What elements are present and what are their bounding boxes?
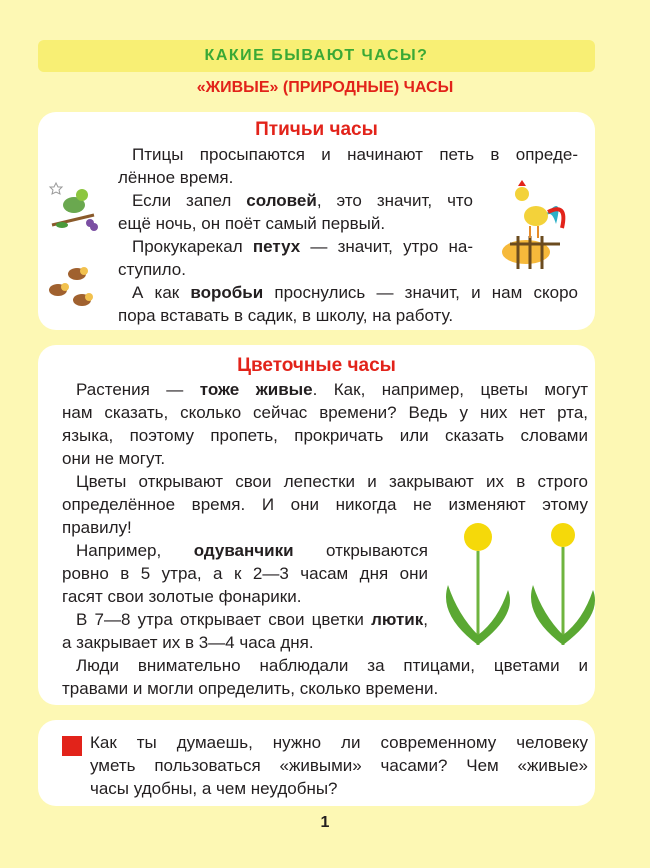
- text-segment: лённое время.: [118, 168, 234, 187]
- text-line: [62, 677, 588, 700]
- text-segment: ровно в 5 утра, а к 2—3 часам дня они: [62, 564, 428, 583]
- flower-clock-box: [38, 345, 595, 705]
- text-segment: правилу!: [62, 518, 132, 537]
- text-segment: Например,: [76, 541, 194, 560]
- text-segment: . Как, например, цветы могут: [312, 380, 588, 399]
- birds-clock-box: [38, 112, 595, 330]
- text-segment: языка, поэтому пропеть, прокричать или сказать словами: [62, 426, 588, 445]
- text-line: [62, 424, 588, 447]
- text-segment: определённое время. И они никогда не изменяют этому: [62, 495, 588, 514]
- bold-term: петух: [252, 237, 301, 256]
- text-segment: Если запел: [132, 191, 247, 210]
- text-line: [90, 777, 588, 800]
- text-segment: В 7—8 утра открывает свои цветки: [76, 610, 372, 629]
- text-segment: гасят свои золотые фонарики.: [62, 587, 302, 606]
- text-segment: ещё ночь, он поёт самый первый.: [118, 214, 386, 233]
- text-segment: , это значит, что: [316, 191, 473, 210]
- sparrows-illustration: [42, 262, 102, 312]
- text-segment: травами и могли определить, сколько времени.: [62, 679, 439, 698]
- text-segment: нам сказать, сколько сейчас времени? Ведь у них нет рта,: [62, 403, 588, 422]
- text-segment: а закрывает их в 3—4 часа дня.: [62, 633, 314, 652]
- text-segment: А как: [132, 283, 191, 302]
- text-segment: открываются: [293, 541, 428, 560]
- text-line: [132, 189, 473, 212]
- bold-term: воробьи: [190, 283, 264, 302]
- text-line: [76, 378, 588, 401]
- chapter-header: [38, 40, 595, 72]
- text-segment: проснулись — значит, и нам скоро: [263, 283, 578, 302]
- text-line: [76, 608, 428, 631]
- text-line: [132, 143, 578, 166]
- text-segment: Цветы открывают свои лепестки и закрывают их в строго: [76, 472, 588, 491]
- text-segment: часы удобны, а чем неудобны?: [90, 779, 338, 798]
- flower-clock-title: Цветочные часы: [237, 355, 396, 376]
- text-line: [62, 585, 428, 608]
- page-number: 1: [320, 814, 330, 831]
- text-line: [132, 235, 473, 258]
- text-line: [118, 212, 473, 235]
- text-segment: Растения —: [76, 380, 200, 399]
- text-segment: — значит, утро на-: [300, 237, 473, 256]
- chapter-title: КАКИЕ БЫВАЮТ ЧАСЫ?: [204, 47, 429, 64]
- birds-clock-title: Птичьи часы: [255, 119, 378, 140]
- text-line: [132, 281, 578, 304]
- text-segment: Прокукарекал: [132, 237, 253, 256]
- text-line: [118, 304, 578, 327]
- dandelions-illustration: [438, 515, 598, 655]
- text-line: [76, 654, 588, 677]
- text-segment: Как ты думаешь, нужно ли современному человеку: [90, 733, 588, 752]
- text-line: [90, 731, 588, 754]
- bold-term: тоже живые: [199, 380, 313, 399]
- text-line: [76, 539, 428, 562]
- text-line: [62, 401, 588, 424]
- text-segment: Люди внимательно наблюдали за птицами, цветами и: [76, 656, 588, 675]
- text-segment: ,: [423, 610, 428, 629]
- text-line: [90, 754, 588, 777]
- text-line: [62, 631, 428, 654]
- bold-term: соловей: [246, 191, 317, 210]
- bold-term: лютик: [371, 610, 424, 629]
- text-line: [62, 562, 428, 585]
- bold-term: одуванчики: [193, 541, 294, 560]
- question-box: [38, 720, 595, 806]
- rooster-illustration: [500, 174, 570, 274]
- question-marker-icon: [62, 736, 82, 756]
- text-line: [76, 470, 588, 493]
- text-segment: они не могут.: [62, 449, 166, 468]
- text-line: [62, 493, 588, 516]
- text-line: [62, 447, 588, 470]
- text-segment: пора вставать в садик, в школу, на работу.: [118, 306, 454, 325]
- nightingale-illustration: [44, 177, 104, 237]
- text-segment: Птицы просыпаются и начинают петь в опреде-: [132, 145, 578, 164]
- section-subtitle: «ЖИВЫЕ» (ПРИРОДНЫЕ) ЧАСЫ: [196, 79, 454, 96]
- text-segment: ступило.: [118, 260, 186, 279]
- text-segment: уметь пользоваться «живыми» часами? Чем «живые»: [90, 756, 588, 775]
